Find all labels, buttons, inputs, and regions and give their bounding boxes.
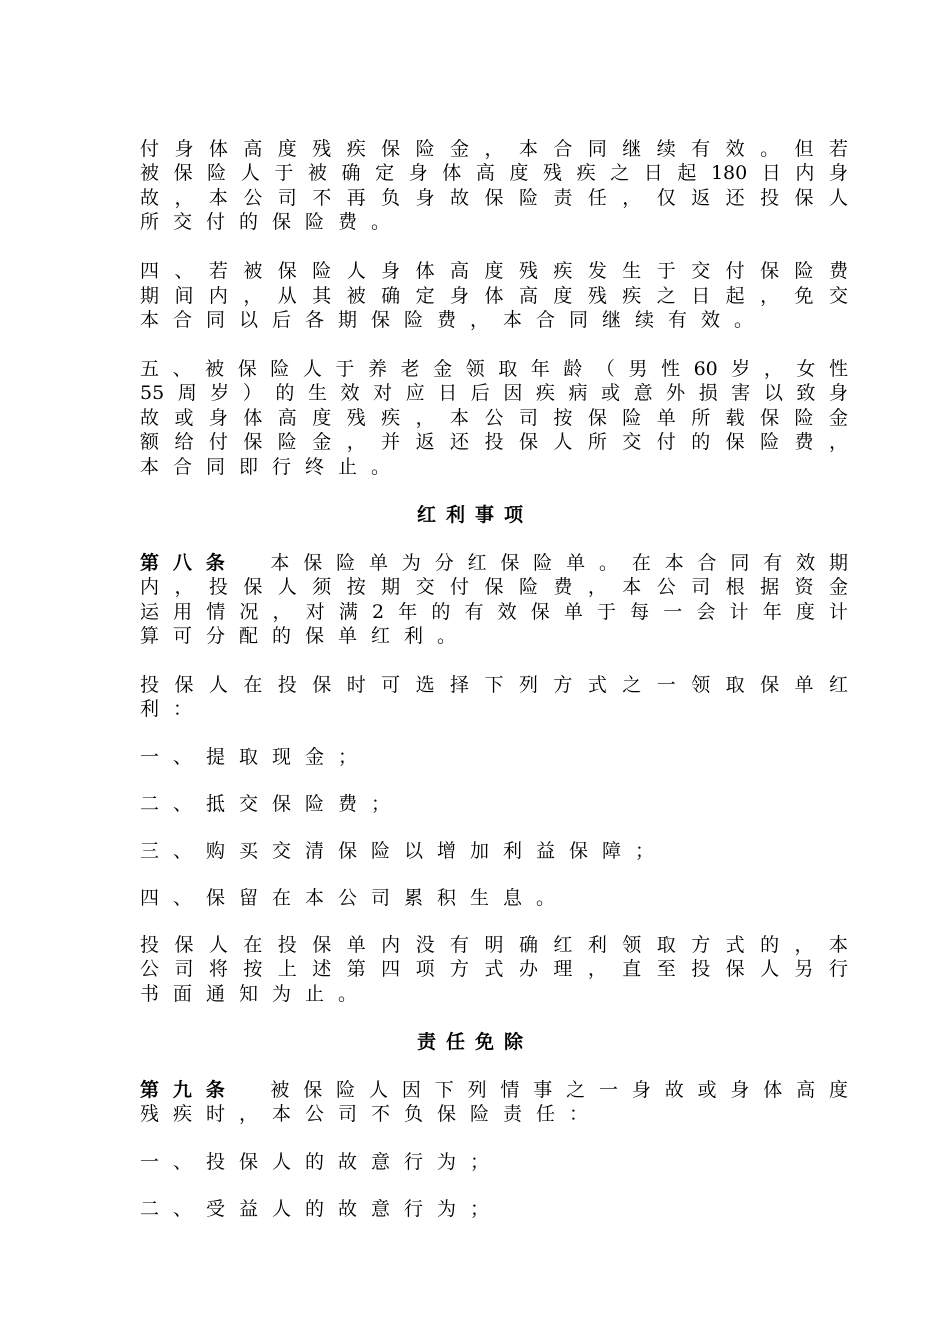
list-item: 二、抵交保险费；	[140, 793, 405, 815]
paragraph-line: 公司将按上述第四项方式办理，直至投保人另行	[140, 958, 848, 980]
paragraph-line: 投保人在投保时可选择下列方式之一领取保单红	[140, 674, 848, 696]
section-heading-exclusion: 责任免除	[416, 1031, 533, 1053]
paragraph-line: 期间内，从其被确定身体高度残疾之日起，免交	[140, 285, 848, 307]
article-8-label: 第八条	[140, 552, 239, 574]
paragraph-line: 故或身体高度残疾，本公司按保险单所载保险金	[140, 407, 848, 429]
paragraph-line: 五、被保险人于养老金领取年龄（男性60岁，女性	[140, 358, 848, 380]
paragraph-line: 四、若被保险人身体高度残疾发生于交付保险费	[140, 260, 848, 282]
article-9-first-line	[140, 1078, 848, 1102]
article-9-label: 第九条	[140, 1079, 239, 1101]
paragraph-line: 书面通知为止。	[140, 983, 372, 1005]
paragraph-line: 本合同以后各期保险费，本合同继续有效。	[140, 309, 768, 331]
paragraph-line: 算可分配的保单红利。	[140, 625, 471, 647]
article-8-first-line	[140, 551, 848, 575]
paragraph-line: 被保险人于被确定身体高度残疾之日起180日内身	[140, 162, 848, 184]
paragraph-line: 故，本公司不再负身故保险责任，仅返还投保人	[140, 187, 848, 209]
paragraph-line: 残疾时，本公司不负保险责任：	[140, 1103, 603, 1125]
list-item: 一、投保人的故意行为；	[140, 1151, 504, 1173]
list-item: 三、购买交清保险以增加利益保障；	[140, 840, 669, 862]
paragraph-line: 所交付的保险费。	[140, 211, 405, 233]
paragraph-line: 额给付保险金，并返还投保人所交付的保险费，	[140, 431, 848, 453]
article-8-text: 本保险单为分红保险单。在本合同有效期	[256, 552, 848, 574]
list-item: 一、提取现金；	[140, 746, 372, 768]
article-9-text: 被保险人因下列情事之一身故或身体高度	[256, 1079, 848, 1101]
paragraph-line: 55周岁）的生效对应日后因疾病或意外损害以致身	[140, 382, 848, 404]
paragraph-line: 利：	[140, 698, 207, 720]
paragraph-line: 投保人在投保单内没有明确红利领取方式的，本	[140, 934, 848, 956]
paragraph-line: 付身体高度残疾保险金，本合同继续有效。但若	[140, 138, 848, 160]
list-item: 二、受益人的故意行为；	[140, 1198, 504, 1220]
paragraph-line: 运用情况，对满2年的有效保单于每一会计年度计	[140, 601, 848, 623]
section-heading-dividend: 红利事项	[416, 504, 533, 526]
list-item: 四、保留在本公司累积生息。	[140, 887, 570, 909]
paragraph-line: 本合同即行终止。	[140, 456, 405, 478]
paragraph-line: 内，投保人须按期交付保险费，本公司根据资金	[140, 576, 848, 598]
